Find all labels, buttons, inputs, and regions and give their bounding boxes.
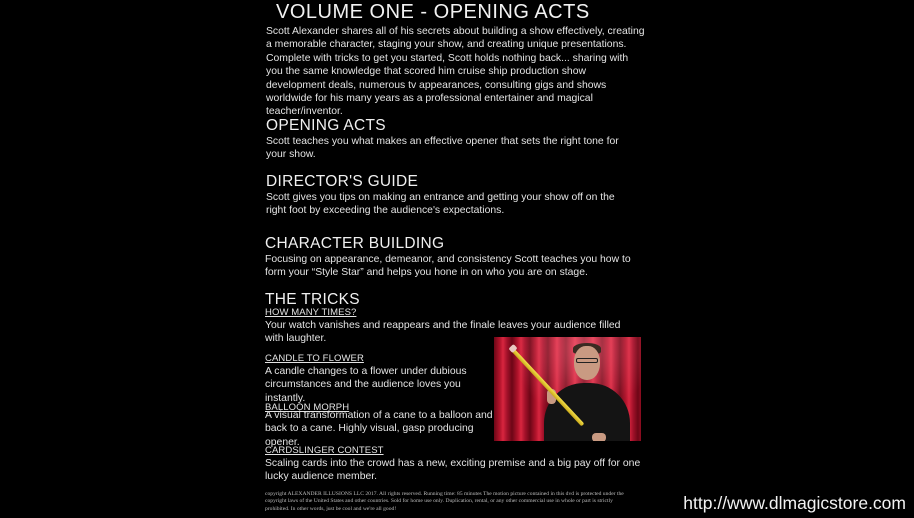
section-body-directors-guide: Scott gives you tips on making an entrance and getting your show off on the right foot by exceeding the audience's expectations.	[266, 192, 615, 217]
trick-title-how-many-times: HOW MANY TIMES?	[265, 307, 357, 318]
magician-hand-right	[592, 433, 606, 441]
copyright-notice: copyright ALEXANDER ILLUSIONS LLC 2017. All rights reserved. Running time: 85 minutes The motion picture contained in this dvd is protected under the copyright laws of the United States and other countries. Sold for home use only. Duplication, rental, or any other commercial use in whole or part is strictly prohibited. In other words, just be cool and we're all good!	[265, 491, 624, 512]
trick-body-balloon-morph: A visual transformation of a cane to a balloon and back to a cane. Highly visual, gasp producing opener.	[265, 410, 493, 448]
trick-body-how-many-times: Your watch vanishes and reappears and the finale leaves your audience filled with laughter.	[265, 320, 621, 345]
trick-title-candle-to-flower: CANDLE TO FLOWER	[265, 353, 364, 364]
trick-title-balloon-morph: BALLOON MORPH	[265, 402, 350, 413]
section-title-opening-acts: OPENING ACTS	[266, 117, 386, 134]
glasses-icon	[576, 358, 598, 363]
trick-body-candle-to-flower: A candle changes to a flower under dubious circumstances and the audience loves you instantly.	[265, 366, 467, 404]
section-title-the-tricks: THE TRICKS	[265, 291, 360, 308]
trick-title-cardslinger-contest: CARDSLINGER CONTEST	[265, 445, 384, 456]
section-body-character-building: Focusing on appearance, demeanor, and consistency Scott teaches you how to form your “Style Star” and helps you hone in on who you are on stage.	[265, 254, 631, 279]
section-title-directors-guide: DIRECTOR'S GUIDE	[266, 173, 419, 190]
intro-paragraph: Scott Alexander shares all of his secrets about building a show effectively, creating a memorable character, staging your show, and creating unique presentations. Complete with tricks to get you started, Scott holds nothing back... sharing with you the same knowledge that scored him cruise ship production show development deals, numerous tv appearances, consulting gigs and shows worldwide for his many years as a professional entertainer and magical teacher/inventor.	[266, 26, 645, 118]
section-body-opening-acts: Scott teaches you what makes an effective opener that sets the right tone for your show.	[266, 136, 619, 161]
watermark-url: http://www.dlmagicstore.com	[683, 493, 906, 513]
page-title: VOLUME ONE - OPENING ACTS	[276, 1, 590, 23]
magician-photo	[494, 337, 641, 441]
magician-face	[574, 346, 600, 380]
section-title-character-building: CHARACTER BUILDING	[265, 235, 445, 252]
trick-body-cardslinger-contest: Scaling cards into the crowd has a new, exciting premise and a big pay off for one lucky audience member.	[265, 458, 641, 483]
